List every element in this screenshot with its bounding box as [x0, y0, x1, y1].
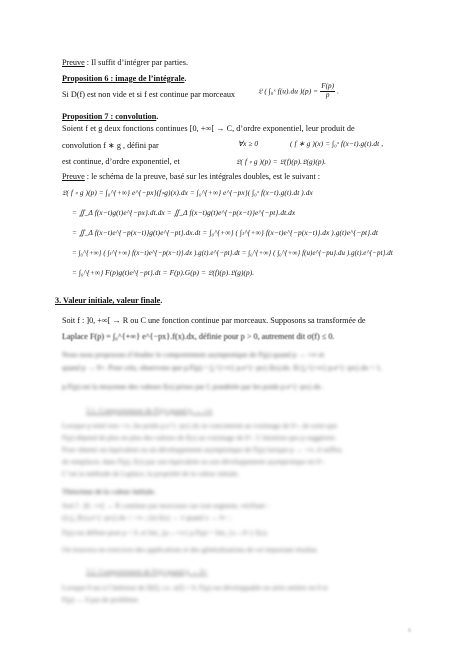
- blurred-paragraph-2-line-2: [62, 434, 336, 443]
- fraction-numerator: F(p): [321, 82, 335, 90]
- convolution-condition: [238, 139, 258, 149]
- proof-step-1: [62, 188, 313, 198]
- blurred-text: (i) ∫₀ |f(x).e^{−px}|.dx < +∞ ; (ii) f(x) → ℓ quand x → 0+ ;: [62, 514, 231, 522]
- proof-2-label: Preuve: [62, 172, 85, 181]
- blurred-text: C’est la méthode de Laplace, la propriété de la valeur initiale.: [62, 470, 240, 478]
- proposition-7-heading: [62, 112, 158, 122]
- proposition-6-title: Proposition 6 : image de l’intégrale: [62, 74, 185, 83]
- section-3-dot: .: [160, 296, 163, 305]
- proof-equation-4: = ∫₀^{+∞} ( ∫ₜ^{+∞} f(x−t)e^{−p(x−t)}.dx ).g(t).e^{−pt}.dt = ∫₀^{+∞} ( ∫₀^{+∞} f(u)e^{−pu}.du ).g(t).e^{−pt}.dt: [72, 250, 393, 257]
- proposition-6-statement: [62, 90, 235, 100]
- page-number: [408, 628, 411, 636]
- proposition-7-title: Proposition 7 : convolution: [62, 112, 157, 121]
- blurred-text: F(p) dépend de plus en plus des valeurs de f(x) au voisinage de 0+. L’intuition quo p suggèrent.: [62, 434, 337, 442]
- blurred-text: p.F(p) est la moyenne des valeurs f(x) prises par f, pondérée par les poids p.e^{−px}.dx .: [62, 382, 325, 391]
- blurred-text: F(p) est définie pour p > 0, et lim_{p→+∞} p.F(p) = lim_{x→0+} f(x).: [62, 529, 269, 537]
- proposition-7-line-3: [62, 157, 180, 167]
- blurred-text: F(p) → 0 pas de problème.: [62, 596, 140, 604]
- blurred-paragraph-1-line-3: [62, 382, 325, 391]
- proof-step-3: [72, 228, 378, 238]
- blurred-paragraph-1-line-2: [62, 363, 382, 372]
- proposition-7-text-3: est continue, d’ordre exponentiel, et: [62, 157, 180, 166]
- blurred-subsection-2-title: [86, 568, 208, 577]
- blurred-text: Théorème de la valeur initiale.: [62, 488, 156, 496]
- proof-step-5: [72, 268, 254, 278]
- blurred-theorem-title: [62, 488, 156, 497]
- for-all-x-condition: ∀x ≥ 0: [238, 139, 259, 148]
- formula-end: .: [337, 86, 340, 96]
- proposition-7-dot: .: [156, 112, 159, 121]
- proof-equation-2: = ∬_Δ f(x−t)g(t)e^{−px}.dt.dx = ∬_Δ f(x−t)g(t)e^{−p(x−t)}e^{−pt}.dt.dx: [72, 208, 296, 217]
- proposition-7-line-1: [62, 124, 355, 134]
- blurred-paragraph-2-line-5: [62, 470, 239, 479]
- proof-equation-5: = ∫₀^{+∞} F(p)g(t)e^{−pt}.dt = F(p).G(p) = 𝔏(f)(p).𝔏(g)(p).: [72, 268, 255, 277]
- convolution-laplace-formula: 𝔏( f ∗ g )(p) = 𝔏(f)(p).𝔏(g)(p).: [236, 157, 327, 166]
- blurred-text: quand p → 0+. Pour cela, observons que p.F(p) = ∫₀^{+∞} p.e^{−px}.f(x).dx. Et ∫₀^{+∞} p.e^{−px}.dx = 1,: [62, 363, 382, 372]
- proof-step-2: [72, 208, 295, 218]
- proposition-6-formula: [258, 83, 339, 100]
- convolution-laplace: [236, 157, 326, 167]
- proposition-7-text-2: convolution f ∗ g , défini par: [62, 141, 159, 150]
- blurred-subsection-1-title: [86, 406, 213, 415]
- blurred-paragraph-2-line-4: [62, 458, 326, 467]
- blurred-paragraph-3-line-3: [62, 529, 268, 538]
- proof-2-text: : le schéma de la preuve, basé sur les intégrales doubles, est le suivant :: [84, 172, 321, 181]
- blurred-paragraph-2-line-3: [62, 446, 342, 455]
- section-3-line-2: [62, 332, 334, 342]
- proposition-7-line-2: [62, 141, 159, 151]
- section-3-line-1: [62, 316, 366, 326]
- blurred-text: Lorsque 0 est à l’intérieur de D(f), i.e. σ(f) < 0, F(p) est développable en série entière en 0 et: [62, 584, 328, 592]
- blurred-text: de remplacer, dans F(p), f(x) par son équivalent ou son développement asymptotique en 0+.: [62, 458, 326, 466]
- blurred-text: Soit f : ]0, +∞[ → R continue par morceaux sur tout segment, vérifiant :: [62, 502, 269, 510]
- blurred-paragraph-1-line-1: [62, 350, 324, 359]
- blurred-text: On trouvera en exercices des applications et des généralisations de cet important résultat.: [62, 546, 319, 554]
- convolution-definition: [290, 139, 383, 149]
- blurred-text: Nous nous proposons d’étudier le comportement asymptotique de F(p) quand p → +∞ et: [62, 350, 325, 359]
- proposition-6-dot: .: [184, 74, 187, 83]
- proof-text: : Il suffit d’intégrer par parties.: [84, 58, 189, 67]
- blurred-paragraph-4-line-1: [62, 584, 328, 593]
- fraction-denominator: p: [325, 90, 330, 99]
- blurred-text: Lorsque p tend vers +∞, les poids p.e^{−px}.dx se concentrent au voisinage de 0+, de sorte que: [62, 422, 338, 430]
- blurred-text: 3.2. Comportement de F(p) quand p → 0+: [86, 568, 208, 576]
- blurred-paragraph-3-line-2: [62, 514, 231, 523]
- page-number-text: 6: [408, 628, 411, 634]
- proof-equation-1: 𝔏( f ∗ g )(p) = ∫₀^{+∞} e^{−px}(f∗g)(x).dx = ∫₀^{+∞} e^{−px}( ∫₀ˣ f(x−t).g(t).dt ).dx: [62, 188, 313, 197]
- laplace-integral-formula: 𝔏 ( ∫₀ˣ f(u).du )(p) =: [258, 86, 319, 96]
- proposition-6-heading: [62, 74, 186, 84]
- fraction-F-over-p: [320, 83, 335, 100]
- blurred-paragraph-3-line-4: [62, 546, 318, 555]
- section-3-text-1: Soit f : ]0, +∞[ → R ou C une fonction continue par morceaux. Supposons sa transformée de: [62, 316, 366, 325]
- section-3-text-2: Laplace F(p) = ∫₀^{+∞} e^{−px}.f(x).dx, définie pour p > 0, autrement dit σ(f) ≤ 0.: [62, 332, 335, 341]
- blurred-paragraph-2-line-1: [62, 422, 337, 431]
- blurred-text: 3.1. Comportement de F(p) quand p → +∞: [86, 406, 213, 415]
- proof-label: Preuve: [62, 58, 85, 67]
- proof-step-4: [72, 248, 393, 259]
- section-3-heading: [55, 296, 162, 306]
- proposition-7-text-1: Soient f et g deux fonctions continues [0, +∞[ → C, d’ordre exponentiel, leur produit de: [62, 124, 355, 133]
- blurred-paragraph-3-line-1: [62, 502, 269, 511]
- proof-equation-3: = ∬_Δ f(x−t)e^{−p(x−t)}g(t)e^{−pt}.dx.dt = ∫₀^{+∞} ( ∫ₜ^{+∞} f(x−t)e^{−p(x−t)}.dx ).g(t)e^{−pt}.dt: [72, 228, 378, 237]
- proof-line-1: [62, 58, 188, 68]
- proof-line-2: [62, 172, 320, 182]
- convolution-formula: ( f ∗ g )(x) = ∫₀ˣ f(x−t).g(t).dt ,: [290, 139, 384, 148]
- blurred-text: Pour obtenir un équivalent ou un développement asymptotique de F(p) lorsque p → +∞, il suffira: [62, 446, 342, 454]
- blurred-paragraph-4-line-2: [62, 596, 139, 605]
- section-3-title: 3. Valeur initiale, valeur finale: [55, 296, 161, 305]
- proposition-6-text: Si D(f) est non vide et si f est continue par morceaux: [62, 90, 236, 99]
